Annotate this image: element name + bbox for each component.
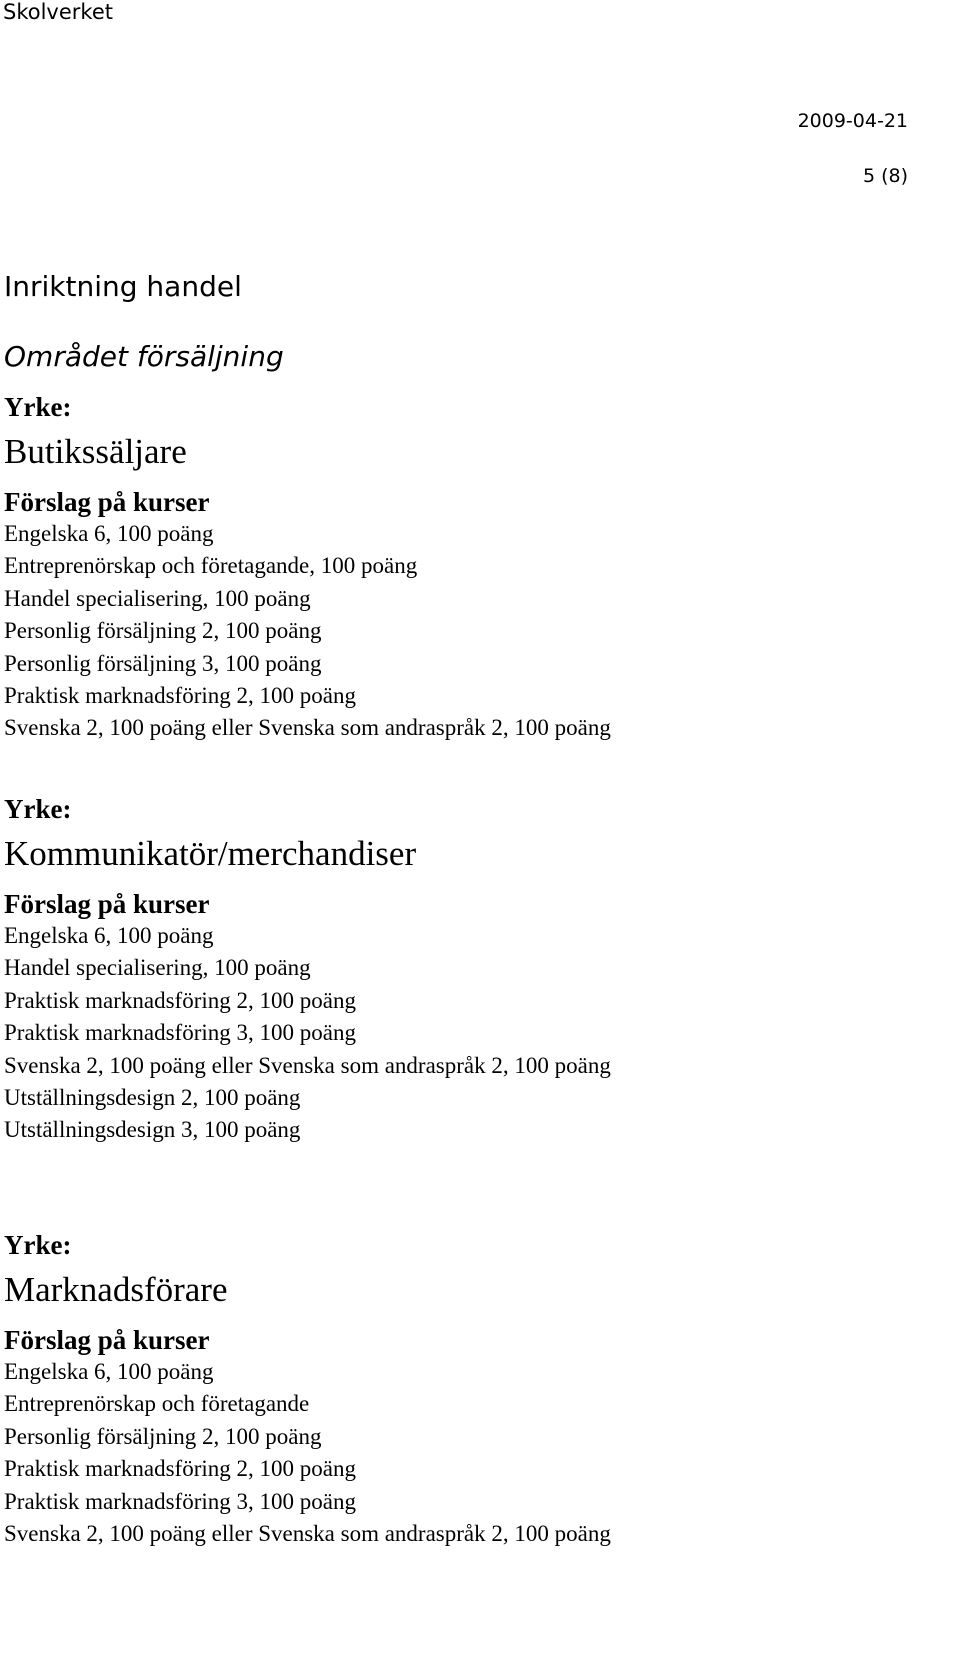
yrke-section-kommunikator (4, 792, 611, 1147)
yrke-section-butikssaljare (4, 390, 611, 745)
course-item: Entreprenörskap och företagande, 100 poäng (4, 553, 418, 579)
yrke-label: Yrke: (4, 392, 72, 422)
forslag-heading: Förslag på kurser (4, 487, 210, 517)
yrke-name: Butikssäljare (4, 432, 187, 471)
course-item: Svenska 2, 100 poäng eller Svenska som andraspråk 2, 100 poäng (4, 1052, 611, 1078)
course-item: Svenska 2, 100 poäng eller Svenska som andraspråk 2, 100 poäng (4, 1521, 611, 1547)
course-item: Personlig försäljning 3, 100 poäng (4, 650, 322, 676)
course-item: Engelska 6, 100 poäng (4, 521, 214, 546)
course-list (4, 1356, 611, 1550)
forslag-heading: Förslag på kurser (4, 1325, 210, 1355)
course-item: Svenska 2, 100 poäng eller Svenska som andraspråk 2, 100 poäng (4, 715, 611, 741)
course-item: Praktisk marknadsföring 3, 100 poäng (4, 1488, 356, 1514)
course-item: Personlig försäljning 2, 100 poäng (4, 1423, 322, 1449)
yrke-name: Marknadsförare (4, 1270, 228, 1309)
course-item: Praktisk marknadsföring 3, 100 poäng (4, 1020, 356, 1046)
header-org-name: Skolverket (3, 0, 113, 24)
course-item: Entreprenörskap och företagande (4, 1391, 310, 1417)
course-list (4, 518, 611, 745)
course-item: Utställningsdesign 2, 100 poäng (4, 1085, 301, 1111)
course-item: Engelska 6, 100 poäng (4, 923, 214, 948)
course-item: Praktisk marknadsföring 2, 100 poäng (4, 987, 356, 1013)
yrke-label: Yrke: (4, 794, 72, 824)
course-item: Engelska 6, 100 poäng (4, 1359, 214, 1384)
forslag-heading: Förslag på kurser (4, 889, 210, 919)
yrke-section-marknadsforare (4, 1228, 611, 1550)
header-date: 2009-04-21 (797, 110, 908, 132)
course-item: Personlig försäljning 2, 100 poäng (4, 618, 322, 644)
course-list (4, 920, 611, 1147)
course-item: Handel specialisering, 100 poäng (4, 955, 311, 981)
inriktning-heading: Inriktning handel (4, 270, 242, 303)
yrke-label: Yrke: (4, 1230, 72, 1260)
header-page-number: 5 (8) (862, 165, 908, 187)
course-item: Praktisk marknadsföring 2, 100 poäng (4, 683, 356, 709)
omrade-heading: Området försäljning (4, 340, 284, 373)
course-item: Handel specialisering, 100 poäng (4, 585, 311, 611)
yrke-name: Kommunikatör/merchandiser (4, 834, 417, 873)
course-item: Praktisk marknadsföring 2, 100 poäng (4, 1456, 356, 1482)
course-item: Utställningsdesign 3, 100 poäng (4, 1117, 301, 1143)
